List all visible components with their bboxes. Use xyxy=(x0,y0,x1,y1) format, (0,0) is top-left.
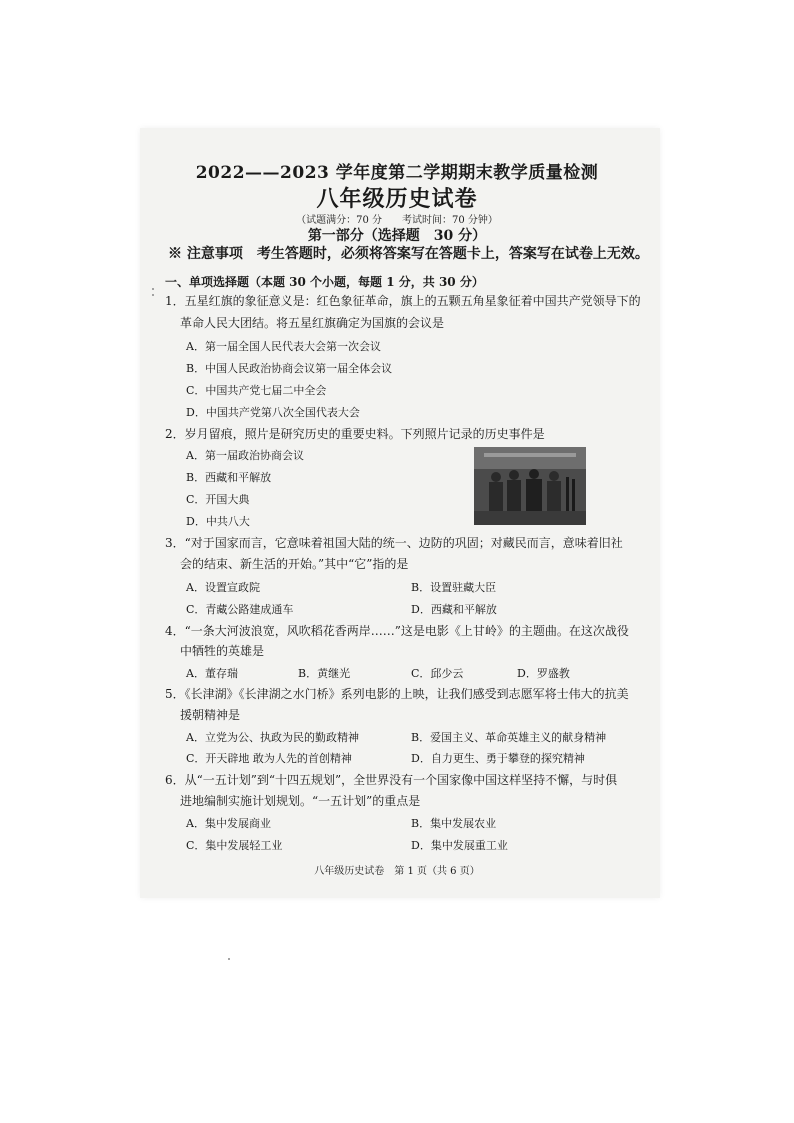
question-1-option-b: B．中国人民政治协商会议第一届全体会议 xyxy=(186,362,393,375)
exam-meta: （试题满分：70 分 考试时间：70 分钟） xyxy=(296,215,498,226)
question-6-line-1: 6．从“一五计划”到“十四五规划”，全世界没有一个国家像中国这样坚持不懈，与时俱 xyxy=(165,773,618,787)
question-1-option-d: D．中国共产党第八次全国代表大会 xyxy=(186,406,360,419)
question-4-option-c: C．邱少云 xyxy=(411,667,464,680)
question-3-option-c: C．青藏公路建成通车 xyxy=(186,603,294,616)
page-footer: 八年级历史试卷 第 1 页（共 6 页） xyxy=(314,866,480,877)
question-4-option-a: A．董存瑞 xyxy=(186,667,238,680)
question-4-option-d: D．罗盛教 xyxy=(517,667,570,680)
question-3-option-b: B．设置驻藏大臣 xyxy=(411,581,497,594)
question-2-option-a: A．第一届政治协商会议 xyxy=(186,449,304,462)
scan-speck xyxy=(152,294,154,296)
question-2-option-c: C．开国大典 xyxy=(186,493,250,506)
part-heading: 第一部分（选择题 30 分） xyxy=(307,228,487,244)
question-6-option-c: C．集中发展轻工业 xyxy=(186,839,283,852)
question-3-line-2: 会的结束、新生活的开始。”其中“它”指的是 xyxy=(180,557,409,571)
question-1-line-2: 革命人民大团结。将五星红旗确定为国旗的会议是 xyxy=(180,316,445,330)
question-6-option-a: A．集中发展商业 xyxy=(186,817,271,830)
question-5-option-c: C．开天辟地 敢为人先的首创精神 xyxy=(186,752,352,765)
question-5-option-d: D．自力更生、勇于攀登的探究精神 xyxy=(411,752,585,765)
question-6-option-b: B．集中发展农业 xyxy=(411,817,497,830)
question-6-option-d: D．集中发展重工业 xyxy=(411,839,508,852)
question-1-option-c: C．中国共产党七届二中全会 xyxy=(186,384,327,397)
historical-photo-figures xyxy=(474,447,586,525)
question-6-line-2: 进地编制实施计划规划。“一五计划”的重点是 xyxy=(180,794,421,808)
question-3-option-d: D．西藏和平解放 xyxy=(411,603,497,616)
question-5-option-b: B．爱国主义、革命英雄主义的献身精神 xyxy=(411,731,607,744)
question-5-option-a: A．立党为公、执政为民的勤政精神 xyxy=(186,731,359,744)
question-2-option-d: D．中共八大 xyxy=(186,515,250,528)
question-4-line-2: 中牺牲的英雄是 xyxy=(180,644,265,658)
question-5-line-1: 5．《长津湖》《长津湖之水门桥》系列电影的上映，让我们感受到志愿军将士伟大的抗美 xyxy=(165,687,629,701)
historical-photo xyxy=(474,447,586,525)
question-1-option-a: A．第一届全国人民代表大会第一次会议 xyxy=(186,340,381,353)
notice-text: ※ 注意事项 考生答题时，必须将答案写在答题卡上，答案写在试卷上无效。 xyxy=(168,246,649,262)
scan-speck xyxy=(228,958,230,960)
question-2-line-1: 2．岁月留痕，照片是研究历史的重要史料。下列照片记录的历史事件是 xyxy=(165,427,545,441)
question-3-option-a: A．设置宣政院 xyxy=(186,581,260,594)
exam-subject-title: 八年级历史试卷 xyxy=(316,186,478,212)
question-5-line-2: 援朝精神是 xyxy=(180,708,241,722)
question-1-line-1: 1．五星红旗的象征意义是：红色象征革命，旗上的五颗五角星象征着中国共产党领导下的 xyxy=(165,294,641,308)
exam-title: 2022——2023 学年度第二学期期末教学质量检测 xyxy=(195,163,599,183)
section-title: 一、单项选择题（本题 30 个小题，每题 1 分，共 30 分） xyxy=(165,275,484,289)
question-3-line-1: 3．“对于国家而言，它意味着祖国大陆的统一、边防的巩固；对藏民而言，意味着旧社 xyxy=(165,536,623,550)
question-4-line-1: 4．“一条大河波浪宽，风吹稻花香两岸……”这是电影《上甘岭》的主题曲。在这次战役 xyxy=(165,624,629,638)
question-4-option-b: B．黄继光 xyxy=(298,667,351,680)
question-2-option-b: B．西藏和平解放 xyxy=(186,471,272,484)
scan-speck xyxy=(152,288,154,290)
